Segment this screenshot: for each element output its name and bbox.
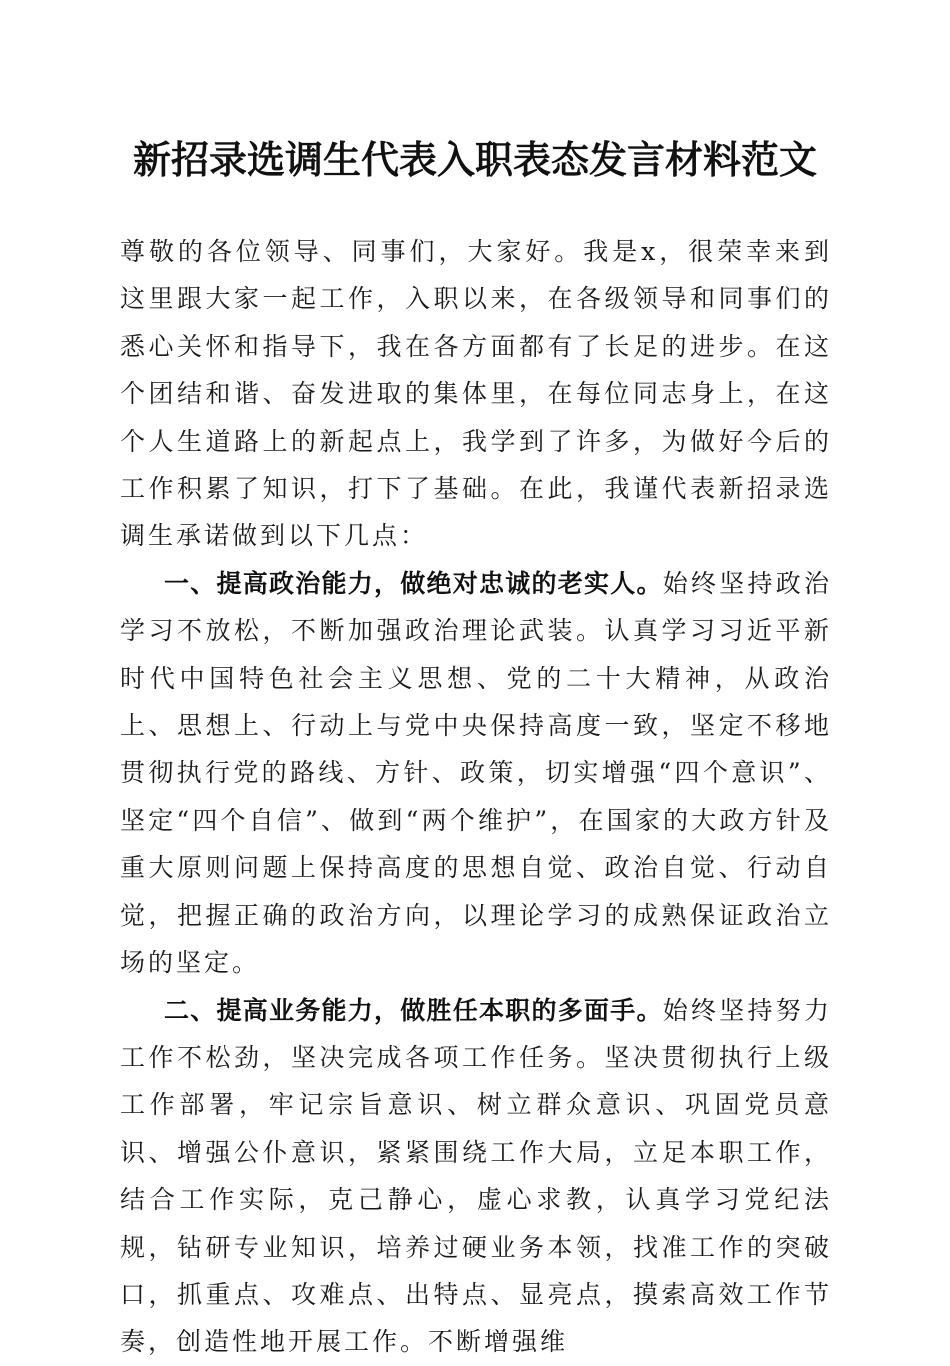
document-title: 新招录选调生代表入职表态发言材料范文 (132, 137, 817, 182)
point-two-heading: 二、提高业务能力，做胜任本职的多面手。 (164, 995, 663, 1025)
opening-paragraph (120, 228, 832, 560)
paragraph-text: 尊敬的各位领导、同事们，大家好。我是x，很荣幸来到这里跟大家一起工作，入职以来，在各级领导和同事们的悉心关怀和指导下，我在各方面都有了长足的进步。在这个团结和谐、奋发进取的集体里，在每位同志身上，在这个人生道路上的新起点上，我学到了许多，为做好今后的工作积累了知识，打下了基础。在此，我谨代表新招录选调生承诺做到以下几点： (120, 237, 832, 551)
point-two-paragraph (120, 987, 832, 1366)
point-one-paragraph (120, 560, 832, 987)
paragraph-text: 始终坚持努力工作不松劲，坚决完成各项工作任务。坚决贯彻执行上级工作部署，牢记宗旨意识、树立群众意识、巩固党员意识、增强公仆意识，紧紧围绕工作大局，立足本职工作，结合工作实际，克己静心，虚心求教，认真学习党纪法规，钻研专业知识，培养过硬业务本领，找准工作的突破口，抓重点、攻难点、出特点、显亮点，摸索高效工作节奏，创造性地开展工作。不断增强维 (120, 995, 832, 1357)
document-body (120, 228, 832, 1366)
point-one-heading: 一、提高政治能力，做绝对忠诚的老实人。 (164, 568, 663, 598)
paragraph-text: 始终坚持政治学习不放松，不断加强政治理论武装。认真学习习近平新时代中国特色社会主义思想、党的二十大精神，从政治上、思想上、行动上与党中央保持高度一致，坚定不移地贯彻执行党的路线、方针、政策，切实增强“四个意识”、坚定“四个自信”、做到“两个维护”，在国家的大政方针及重大原则问题上保持高度的思想自觉、政治自觉、行动自觉，把握正确的政治方向，以理论学习的成熟保证政治立场的坚定。 (120, 568, 832, 978)
